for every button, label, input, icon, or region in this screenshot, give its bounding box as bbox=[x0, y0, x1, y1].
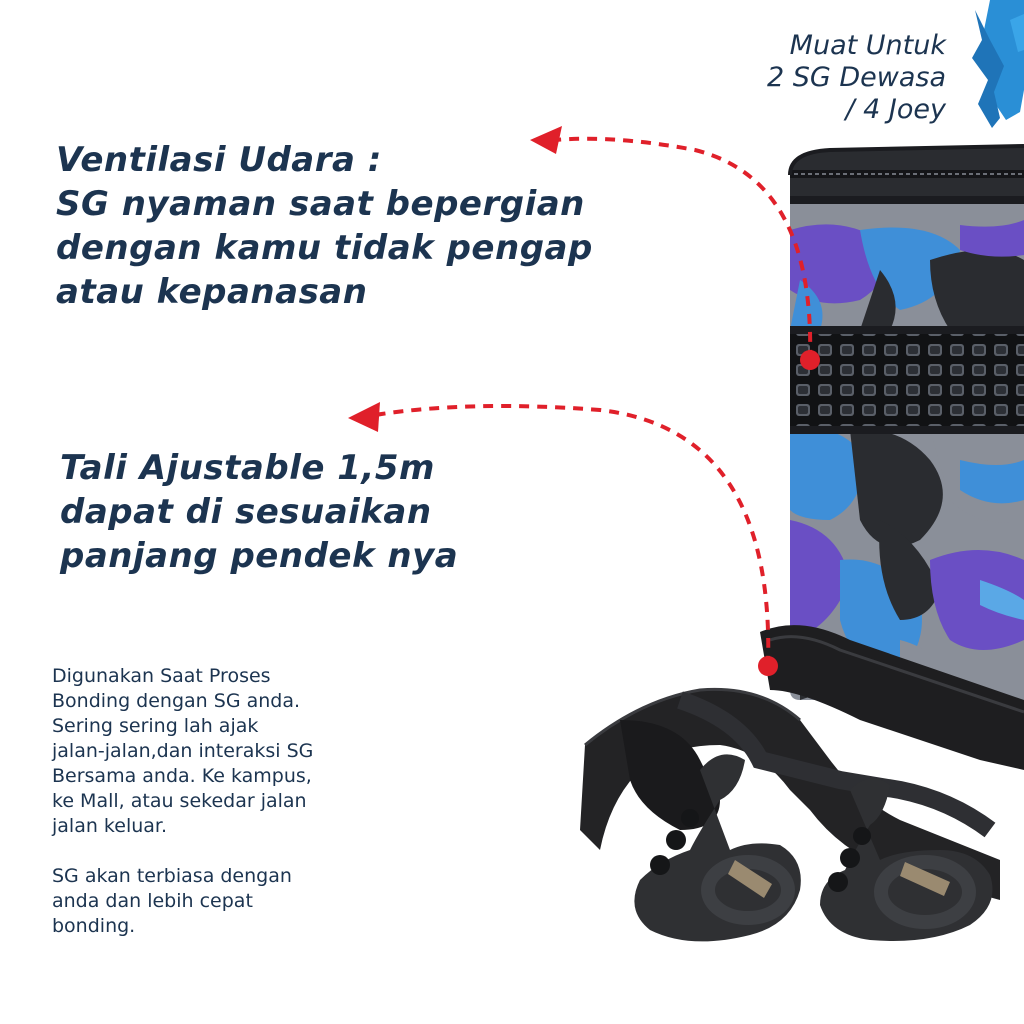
capacity-line: Muat Untuk bbox=[789, 30, 946, 61]
capacity-caption bbox=[767, 30, 946, 126]
description-line: Sering sering lah ajak bbox=[52, 715, 259, 737]
ventilation-line: Ventilasi Udara : bbox=[56, 140, 382, 180]
strap-line: Tali Ajustable 1,5m bbox=[60, 448, 435, 488]
description-paragraph bbox=[52, 664, 313, 839]
ventilation-feature-text bbox=[56, 138, 593, 314]
description-line: bonding. bbox=[52, 915, 136, 937]
paint-splash-decoration bbox=[968, 0, 1024, 128]
ventilation-line: dengan kamu tidak pengap bbox=[56, 228, 593, 268]
description-line: ke Mall, atau sekedar jalan bbox=[52, 790, 307, 812]
ventilation-line: SG nyaman saat bepergian bbox=[56, 184, 585, 224]
description-paragraph bbox=[52, 864, 313, 939]
description-line: Digunakan Saat Proses bbox=[52, 665, 271, 687]
description-line: jalan-jalan,dan interaksi SG bbox=[52, 740, 314, 762]
ventilation-line: atau kepanasan bbox=[56, 272, 368, 312]
description-line: Bersama anda. Ke kampus, bbox=[52, 765, 312, 787]
capacity-line: 2 SG Dewasa bbox=[766, 62, 946, 93]
description-line: Bonding dengan SG anda. bbox=[52, 690, 301, 712]
description-line: SG akan terbiasa dengan bbox=[52, 865, 292, 887]
strap-feature-text bbox=[60, 446, 458, 578]
description-line: jalan keluar. bbox=[52, 815, 168, 837]
description-text bbox=[52, 664, 313, 939]
strap-line: panjang pendek nya bbox=[60, 536, 459, 576]
description-line: anda dan lebih cepat bbox=[52, 890, 253, 912]
strap-line: dapat di sesuaikan bbox=[60, 492, 432, 532]
carrier-bag bbox=[780, 140, 1024, 710]
capacity-line: / 4 Joey bbox=[845, 94, 946, 125]
